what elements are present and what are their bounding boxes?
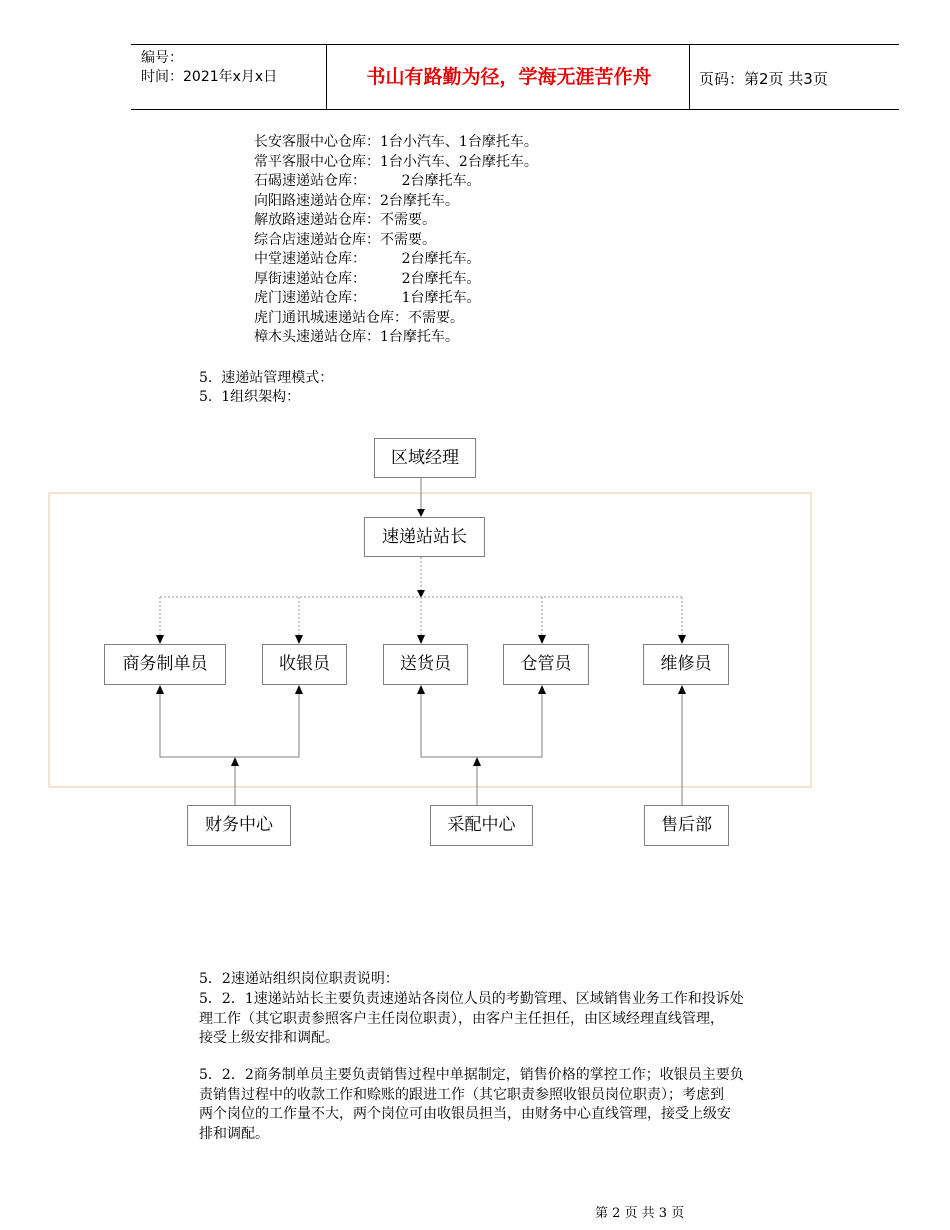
org-box-role-cashier: 收银员: [262, 644, 347, 685]
date-label: 时间：2021年x月x日: [141, 69, 278, 85]
org-box-finance-center: 财务中心: [187, 805, 291, 846]
list-item: 常平客服中心仓库：1台小汽车、2台摩托车。: [254, 153, 538, 170]
org-box-role-warehouse-keeper: 仓管员: [503, 644, 589, 685]
duties-heading: 5．2速递站组织岗位职责说明：: [199, 971, 399, 987]
paragraph-line: 接受上级安排和调配。: [199, 1030, 339, 1046]
list-item: 樟木头速递站仓库：1台摩托车。: [254, 329, 459, 345]
org-box-role-billing-clerk: 商务制单员: [104, 644, 226, 685]
serial-number-label: 编号：: [141, 50, 183, 66]
list-item: 虎门通讯城速递站仓库：不需要。: [254, 309, 464, 326]
section-heading-5: 5. 速递站管理模式：: [199, 370, 334, 386]
list-item: 中堂速递站仓库： 2台摩托车。: [254, 251, 481, 267]
paragraph-line: 5．2．2商务制单员主要负责销售过程中单据制定，销售价格的掌控工作；收银员主要负: [199, 1067, 744, 1083]
page-footer: 第 2 页 共 3 页: [595, 1206, 685, 1221]
duties-paragraph-station-head: [199, 990, 839, 1049]
list-item: 厚街速递站仓库： 2台摩托车。: [254, 270, 481, 287]
paragraph-line: 排和调配。: [199, 1125, 269, 1142]
paragraph-line: 两个岗位的工作量不大，两个岗位可由收银员担当，由财务中心直线管理，接受上级安: [199, 1106, 731, 1122]
duties-paragraph-billing-cashier: [199, 1066, 839, 1144]
header-motto: 书山有路勤为径，学海无涯苦作舟: [366, 66, 652, 88]
list-item: 石碣速递站仓库： 2台摩托车。: [254, 173, 481, 189]
org-box-station-head: 速递站站长: [364, 517, 485, 557]
paragraph-line: 责销售过程中的收款工作和赊账的跟进工作（其它职责参照收银员岗位职责）；考虑到: [199, 1086, 724, 1103]
org-box-procurement-center: 采配中心: [430, 805, 533, 846]
list-item: 综合店速递站仓库：不需要。: [254, 231, 436, 248]
list-item: 虎门速递站仓库： 1台摩托车。: [254, 290, 481, 306]
page-number-label: 页码：第2页 共3页: [699, 70, 828, 88]
org-box-regional-manager: 区域经理: [374, 438, 476, 478]
paragraph-line: 5．2．1速递站站长主要负责速递站各岗位人员的考勤管理、区域销售业务工作和投诉处: [199, 991, 744, 1007]
org-box-role-repair: 维修员: [643, 644, 729, 685]
list-item: 向阳路速递站仓库：2台摩托车。: [254, 192, 459, 209]
list-item: 长安客服中心仓库：1台小汽车、1台摩托车。: [254, 134, 538, 150]
org-box-after-sales: 售后部: [644, 805, 729, 846]
paragraph-line: 理工作（其它职责参照客户主任岗位职责），由客户主任担任，由区域经理直线管理，: [199, 1010, 724, 1027]
list-item: 解放路速递站仓库：不需要。: [254, 212, 436, 228]
section-heading-5-1: 5. 1组织架构：: [199, 389, 301, 405]
org-box-role-delivery: 送货员: [383, 644, 468, 685]
